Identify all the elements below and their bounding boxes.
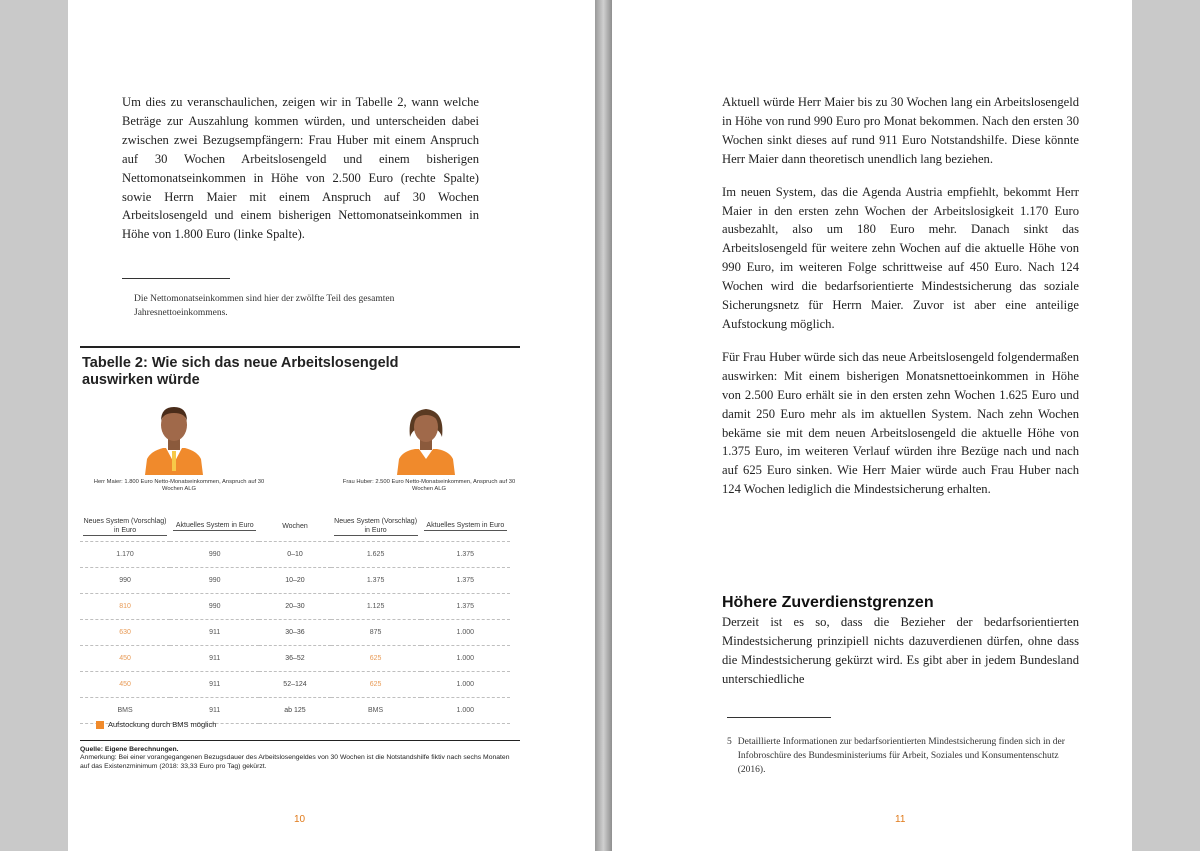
footnote-number: 5	[727, 737, 732, 747]
table-cell: 450	[80, 645, 170, 671]
table-cell: 1.170	[80, 541, 170, 567]
table-cell: 630	[80, 619, 170, 645]
source-note: Anmerkung: Bei einer vorangegangenen Bezugsdauer des Arbeitslosengeldes von 30 Wochen ist die Notstandshilfe fiktiv nach sechs Monaten auf das Existenzminimum (2018: 33,33 Euro pro Tag) gekürzt.	[80, 754, 510, 770]
table-cell: 1.000	[421, 619, 510, 645]
table-row	[80, 671, 510, 697]
table-source	[80, 746, 520, 771]
table-cell: 990	[170, 567, 259, 593]
table-cell-weeks: 52–124	[259, 671, 330, 697]
right-margin-background	[1132, 0, 1200, 851]
table-cell: 1.125	[331, 593, 421, 619]
footnote-text: Detaillierte Informationen zur bedarfsorientierten Mindestsicherung finden sich in der Infobroschüre des Bundesministeriums für Arbeit, Soziales und Konsumentenschutz (2016).	[737, 737, 1065, 775]
table-cell: 990	[170, 541, 259, 567]
table-row	[80, 619, 510, 645]
col-header-current-maier: Aktuelles System in Euro	[173, 521, 256, 531]
table-cell: 875	[331, 619, 421, 645]
table-cell: 1.375	[421, 567, 510, 593]
page-number-left: 10	[294, 814, 306, 825]
footnote-rule-right	[727, 717, 831, 718]
footnote-rule	[122, 278, 230, 279]
book-spine	[595, 0, 612, 851]
col-header-weeks: Wochen	[282, 522, 308, 530]
right-page	[612, 0, 1132, 851]
table-cell: 1.000	[421, 697, 510, 724]
table-row	[80, 567, 510, 593]
table-cell: 810	[80, 593, 170, 619]
left-body-text	[122, 93, 479, 258]
col-header-new-huber: Neues System (Vorschlag) in Euro	[334, 517, 418, 534]
table-cell-weeks: 30–36	[259, 619, 330, 645]
benefit-table	[80, 511, 510, 724]
right-body-text	[722, 93, 1079, 513]
intro-paragraph: Um dies zu veranschaulichen, zeigen wir in Tabelle 2, wann welche Beträge zur Auszahlung kommen würden, und unterscheiden dabei zwischen zwei Bezugsempfängern: Frau Huber mit einem Anspruch auf 30 Wochen Arbeitslosengeld und einem bisherigen Nettomonatseinkommen in Höhe von 2.500 Euro (rechte Spalte) sowie Herrn Maier mit einem Anspruch auf 30 Wochen Arbeitslosengeld und einem bisherigen Nettomonatseinkommen in Höhe von 1.800 Euro (linke Spalte).	[122, 95, 479, 242]
figure-bottom-rule	[80, 740, 520, 741]
table-cell: 625	[331, 645, 421, 671]
table-cell-weeks: 20–30	[259, 593, 330, 619]
paragraph-frau-huber: Für Frau Huber würde sich das neue Arbeitslosengeld folgendermaßen auswirken: Mit einem bisherigen Monatsnettoeinkommen in Höhe von 2.500 Euro erhält sie in den ersten zehn Wochen 1.625 Euro und damit 250 Euro mehr als im aktuellen System. Nach zehn Wochen bekäme sie mit dem neuen Arbeitslosengeld die aktuelle Höhe von 1.375 Euro, im weiteren Verlauf würden ihre Bezüge nach und nach auf 625 Euro sinken. Wie Herr Maier würde auch Frau Huber nach 124 Wochen lediglich die Mindestsicherung erhalten.	[722, 349, 1079, 497]
right-body-text-2	[722, 613, 1079, 703]
table-header-row	[80, 511, 510, 541]
table-cell-weeks: ab 125	[259, 697, 330, 724]
table-cell: 911	[170, 645, 259, 671]
table-row	[80, 645, 510, 671]
table-cell: 1.625	[331, 541, 421, 567]
paragraph-current-system: Aktuell würde Herr Maier bis zu 30 Wochen lang ein Arbeitslosengeld in Höhe von rund 990 Euro pro Monat bekommen. Nach den ersten 30 Wochen sinkt dieses auf rund 911 Euro Notstandshilfe. Diese könnte Herr Maier dann theoretisch unendlich lang beziehen.	[722, 95, 1079, 166]
section-heading: Höhere Zuverdienstgrenzen	[722, 594, 934, 611]
table-title: Tabelle 2: Wie sich das neue Arbeitslosengeld auswirken würde	[82, 355, 399, 388]
page-number-right: 11	[895, 814, 906, 825]
table-cell-weeks: 36–52	[259, 645, 330, 671]
table-cell: 990	[80, 567, 170, 593]
col-header-current-huber: Aktuelles System in Euro	[424, 521, 507, 531]
woman-avatar-icon	[393, 397, 459, 475]
table-cell: 1.375	[421, 593, 510, 619]
table-cell: 911	[170, 671, 259, 697]
left-margin-background	[0, 0, 68, 851]
table-cell: 1.375	[331, 567, 421, 593]
table-cell: 625	[331, 671, 421, 697]
table-cell-weeks: 10–20	[259, 567, 330, 593]
caption-herr-maier: Herr Maier: 1.800 Euro Netto-Monatseinkommen, Anspruch auf 30 Wochen ALG	[93, 479, 265, 492]
paragraph-new-system: Im neuen System, das die Agenda Austria empfiehlt, bekommt Herr Maier in den ersten zehn Wochen der Arbeitslosigkeit 1.170 Euro ausbezahlt, also um 180 Euro mehr. Danach sinkt das Arbeitslosengeld für weitere zehn Wochen auf die aktuelle Höhe von 990 Euro, im weiteren Folge schrittweise auf 450 Euro. Nach 124 Wochen wird die bedarfsorientierte Mindestsicherung das soziale Sicherungsnetz für Herrn Maier. Zuvor ist aber eine anteilige Aufstockung möglich.	[722, 184, 1079, 331]
table-cell: 911	[170, 619, 259, 645]
table-cell: 450	[80, 671, 170, 697]
left-page	[68, 0, 595, 851]
paragraph-zuverdienst: Derzeit ist es so, dass die Bezieher der bedarfsorientierten Mindestsicherung prinzipiell nichts dazuverdienen dürfen, ohne dass die Mindestsicherung gekürzt wird. Es gibt aber in jedem Bundesland unterschiedliche	[722, 615, 1079, 686]
table-cell: 911	[170, 697, 259, 724]
table-cell: 1.000	[421, 671, 510, 697]
caption-frau-huber: Frau Huber: 2.500 Euro Netto-Monatseinkommen, Anspruch auf 30 Wochen ALG	[342, 479, 516, 492]
col-header-new-maier: Neues System (Vorschlag) in Euro	[83, 517, 167, 534]
table-cell: 990	[170, 593, 259, 619]
table-cell: 1.375	[421, 541, 510, 567]
table-cell-weeks: 0–10	[259, 541, 330, 567]
table-cell: BMS	[80, 697, 170, 724]
table-cell: 1.000	[421, 645, 510, 671]
legend-label: Aufstockung durch BMS möglich	[108, 720, 217, 729]
table-row	[80, 593, 510, 619]
man-avatar-icon	[141, 395, 207, 475]
figure-top-rule	[80, 346, 520, 348]
table-row	[80, 541, 510, 567]
table-legend	[96, 720, 216, 729]
source-label: Quelle: Eigene Berechnungen.	[80, 746, 179, 753]
legend-swatch	[96, 721, 104, 729]
right-footnote	[727, 735, 1077, 777]
table-cell: BMS	[331, 697, 421, 724]
left-footnote: Die Nettomonatseinkommen sind hier der zwölfte Teil des gesamten Jahresnettoeinkommens.	[134, 294, 395, 318]
